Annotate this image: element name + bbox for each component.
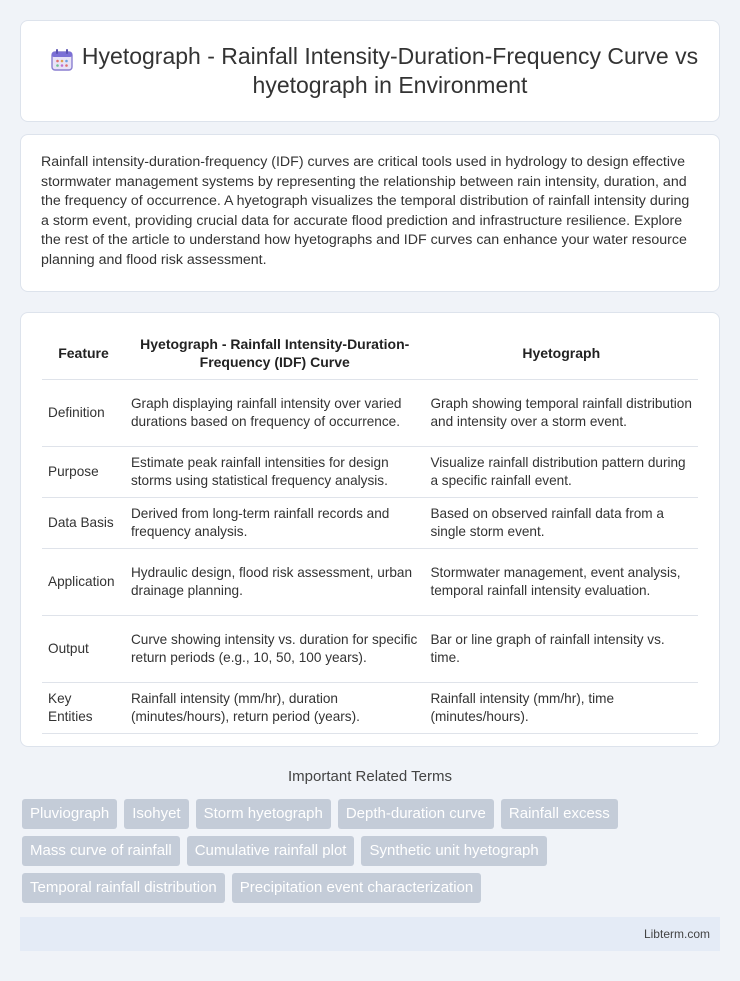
feature-cell: Definition [42,380,125,447]
feature-cell: Application [42,549,125,616]
idf-cell: Hydraulic design, flood risk assessment, urban drainage planning. [125,549,424,616]
hyetograph-cell: Graph showing temporal rainfall distribution and intensity over a storm event. [424,380,698,447]
related-terms-title: Important Related Terms [288,768,452,785]
tag-synthetic-unit-hyetograph[interactable]: Synthetic unit hyetograph [361,836,546,866]
footer-site-link[interactable]: Libterm.com [643,927,710,941]
hyetograph-cell: Stormwater management, event analysis, temporal rainfall intensity evaluation. [424,549,698,616]
table-header-row [42,327,698,380]
tag-precipitation-event-characterization[interactable]: Precipitation event characterization [232,873,481,903]
table-row [42,549,698,616]
hyetograph-cell: Bar or line graph of rainfall intensity vs. time. [424,616,698,683]
page-title: Hyetograph - Rainfall Intensity-Duration-Frequency Curve vs hyetograph in Environment [81,43,699,98]
idf-cell: Rainfall intensity (mm/hr), duration (minutes/hours), return period (years). [125,683,424,734]
tag-cumulative-rainfall-plot[interactable]: Cumulative rainfall plot [187,836,355,866]
tag-storm-hyetograph[interactable]: Storm hyetograph [196,799,331,829]
intro-paragraph: Rainfall intensity-duration-frequency (IDF) curves are critical tools used in hydrology to design effective stormwater management systems by representing the relationship between rain intensity, duration, and the frequency of occurrence. A hyetograph visualizes the temporal distribution of rainfall intensity during a storm event, providing crucial data for accurate flood prediction and infrastructure resilience. Explore the rest of the article to understand how hyetographs and IDF curves can enhance your water resource planning and flood risk assessment. [41,154,690,268]
table-row [42,683,698,734]
tag-rainfall-excess[interactable]: Rainfall excess [501,799,618,829]
calendar-icon [49,47,75,73]
comparison-table-card [20,312,720,747]
tag-mass-curve[interactable]: Mass curve of rainfall [22,836,180,866]
title-card [20,20,720,122]
hyetograph-cell: Based on observed rainfall data from a single storm event. [424,498,698,549]
table-row [42,498,698,549]
header-feature: Feature [42,327,125,380]
tag-depth-duration-curve[interactable]: Depth-duration curve [338,799,494,829]
hyetograph-cell: Rainfall intensity (mm/hr), time (minutes/hours). [424,683,698,734]
table-row [42,447,698,498]
comparison-table [42,327,698,734]
intro-card [20,134,720,292]
tag-pluviograph[interactable]: Pluviograph [22,799,117,829]
idf-cell: Graph displaying rainfall intensity over varied durations based on frequency of occurrence. [125,380,424,447]
header-idf-curve: Hyetograph - Rainfall Intensity-Duration-Frequency (IDF) Curve [125,327,424,380]
header-hyetograph: Hyetograph [424,327,698,380]
tag-isohyet[interactable]: Isohyet [124,799,188,829]
idf-cell: Estimate peak rainfall intensities for design storms using statistical frequency analysis. [125,447,424,498]
idf-cell: Curve showing intensity vs. duration for specific return periods (e.g., 10, 50, 100 years). [125,616,424,683]
table-row [42,616,698,683]
tag-temporal-rainfall-distribution[interactable]: Temporal rainfall distribution [22,873,225,903]
idf-cell: Derived from long-term rainfall records and frequency analysis. [125,498,424,549]
footer [20,917,720,951]
feature-cell: Purpose [42,447,125,498]
feature-cell: Key Entities [42,683,125,734]
table-row [42,380,698,447]
feature-cell: Output [42,616,125,683]
hyetograph-cell: Visualize rainfall distribution pattern during a specific rainfall event. [424,447,698,498]
feature-cell: Data Basis [42,498,125,549]
related-terms-tags [22,799,722,903]
